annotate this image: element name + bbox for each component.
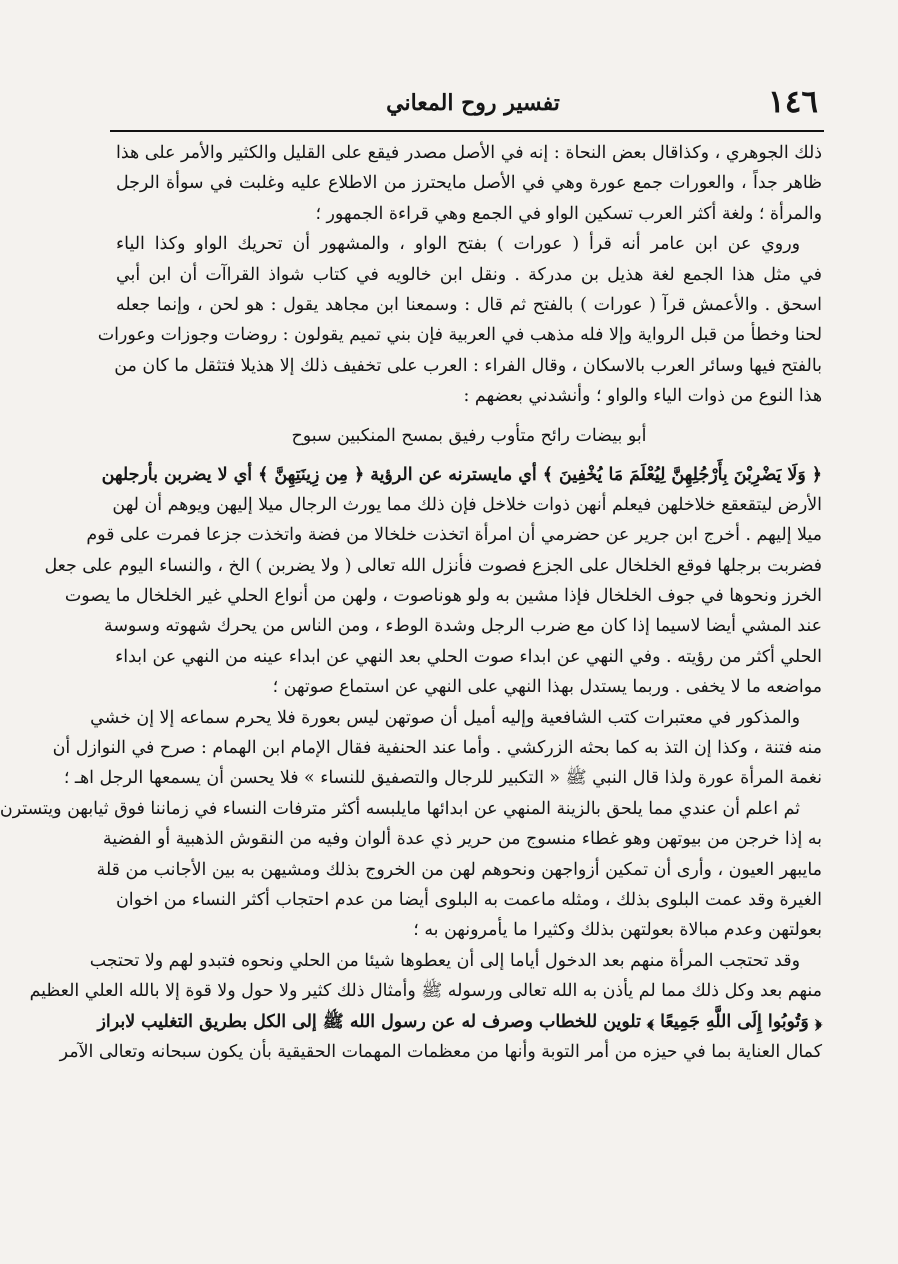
text-line: وروي عن ابن عامر أنه قرأ ( عورات ) بفتح الواو ، والمشهور أن تحريك الواو وكذا الياء — [116, 234, 800, 255]
text-line: لحنا وخطأ من قبل الرواية وإلا فله مذهب في العربية فإن بني تميم يقولون : روضات وجوزات وعورات — [97, 325, 822, 346]
text-line: مايبهر العيون ، وأرى أن تمكين أزواجهن ونحوهم لهن من الخروج بذلك ومشيهن به بين الأجانب من قلة — [96, 859, 822, 880]
text-line: الغيرة وقد عمت البلوى بذلك ، ومثله ماعمت به البلوى أيضا من عدم احتجاب أكثر النساء من اخوان — [116, 889, 822, 910]
body-text — [0, 138, 822, 1067]
text-line: الحلي أكثر من رؤيته . وفي النهي عن ابداء صوت الحلي بعد النهي عن ابداء عينه من النهي عن ابداء — [115, 646, 822, 667]
text-line: الأرض ليتقعقع خلاخلهن فيعلم أنهن ذوات خلاخل فإن ذلك مما يورث الرجال ميلا إليهن ويوهم أن لهن — [112, 494, 822, 515]
text-line: هذا النوع من ذوات الياء والواو ؛ وأنشدني بعضهم : — [463, 386, 822, 407]
text-line: مواضعه ما لا يخفى . وربما يستدل بهذا النهي على النهي عن استماع صوتهن ؛ — [272, 677, 822, 698]
running-title: تفسير روح المعاني — [386, 90, 560, 116]
text-line: بعولتهن وعدم مبالاة بعولتهن بذلك وكثيرا ما يأمرونهن به ؛ — [413, 920, 822, 941]
text-line: ذلك الجوهري ، وكذاقال بعض النحاة : إنه في الأصل مصدر فيقع على القليل والكثير والأمر على هذا — [116, 143, 822, 163]
text-line: الخرز ونحوها في جوف الخلخال فإذا مشين به ولو هوناصوت ، ولهن من أنواع الحلي غير الخلخال ما يصوت — [64, 586, 822, 607]
text-line: فضربت برجلها فوقع الخلخال على الجزع فصوت فأنزل الله تعالى ( ولا يضربن ) الخ ، والنساء اليوم على جعل — [44, 555, 822, 576]
text-line: بالفتح فيها وسائر العرب بالاسكان ، وقال الفراء : العرب على تخفيف ذلك إلا هذيلا فتثقل ما كان من — [114, 355, 822, 376]
text-line: نغمة المرأة عورة ولذا قال النبي ﷺ « التكبير للرجال والتصفيق للنساء » فلا يحسن أن يسمعها الرجل اهـ ؛ — [63, 768, 822, 789]
text-line: منهم بعد وكل ذلك مما لم يأذن به الله تعالى ورسوله ﷺ وأمثال ذلك كثير ولا حول ولا قوة إلا بالله العلي العظيم — [29, 981, 822, 1002]
text-line: ثم اعلم أن عندي مما يلحق بالزينة المنهي عن ابدائها مايلبسه أكثر مترفات النساء في زماننا فوق ثيابهن ويتسترن — [0, 798, 800, 819]
text-line: والمذكور في معتبرات كتب الشافعية وإليه أميل أن صوتهن ليس بعورة فلا يحرم سماعه إلا إن خشي — [90, 707, 800, 728]
text-line: في مثل هذا الجمع لغة هذيل بن مدركة . ونقل ابن خالويه في كتاب شواذ القراآت أن ابن أبي — [116, 264, 822, 285]
text-line: وقد تحتجب المرأة منهم بعد الدخول أياما إلى أن يعطوها شيئا من الحلي ونحوه فتبدو لهم ولا تحتجب — [89, 950, 800, 971]
quran-line: ﴿ وَلَا يَضْرِبْنَ بِأَرْجُلِهِنَّ لِيُعْلَمَ مَا يُخْفِينَ ﴾ أي مايسترنه عن الرؤية ﴿ مِن زِينَتِهِنَّ ﴾ أي لا يضربن بأرجلهن — [101, 464, 822, 485]
text-line: كمال العناية بما في حيزه من أمر التوبة وأنها من معظمات المهمات الحقيقية بأن يكون سبحانه وتعالى الآمر — [59, 1041, 822, 1062]
text-line: ميلا إليهم . أخرج ابن جرير عن حضرمي أن امرأة اتخذت خلخالا من فضة واتخذت جزعا فمرت على قوم — [86, 525, 822, 546]
text-line: به إذا خرجن من بيوتهن وهو غطاء منسوج من حرير ذي عدة ألوان وفيه من النقوش الذهبية أو الفضية — [102, 829, 822, 850]
text-line: عند المشي أيضا لاسيما إذا كان مع ضرب الرجل وشدة الوطء ، ومن الناس من يحرك شهوته وسوسة — [104, 616, 822, 637]
header-rule — [110, 130, 824, 132]
poetry-verse: أبو بيضات رائح متأوب رفيق بمسح المنكبين سبوح — [291, 425, 647, 446]
text-line: منه فتنة ، وكذا إن التذ به كما بحثه الزركشي . وأما عند الحنفية فقال الإمام ابن الهمام : صرح في النوازل أن — [52, 738, 822, 759]
page-number: ١٤٦ — [768, 84, 818, 120]
text-line: ظاهر جداً ، والعورات جمع عورة وهي في الأصل مايحترز من الاطلاع عليه وغلبت في سوأة الرجل — [116, 173, 822, 194]
page-header — [128, 84, 818, 128]
quran-line: ﴿ وَتُوبُوا إِلَى اللَّهِ جَمِيعًا ﴾ تلوين للخطاب وصرف له عن رسول الله ﷺ إلى الكل بطريق التغليب لابراز — [97, 1011, 822, 1032]
text-line: والمرأة ؛ ولغة أكثر العرب تسكين الواو في الجمع وهي قراءة الجمهور ؛ — [315, 203, 822, 224]
text-line: اسحق . والأعمش قرآ ( عورات ) بالفتح ثم قال : وسمعنا ابن مجاهد يقول : هو لحن ، وإنما جعله — [116, 294, 822, 315]
